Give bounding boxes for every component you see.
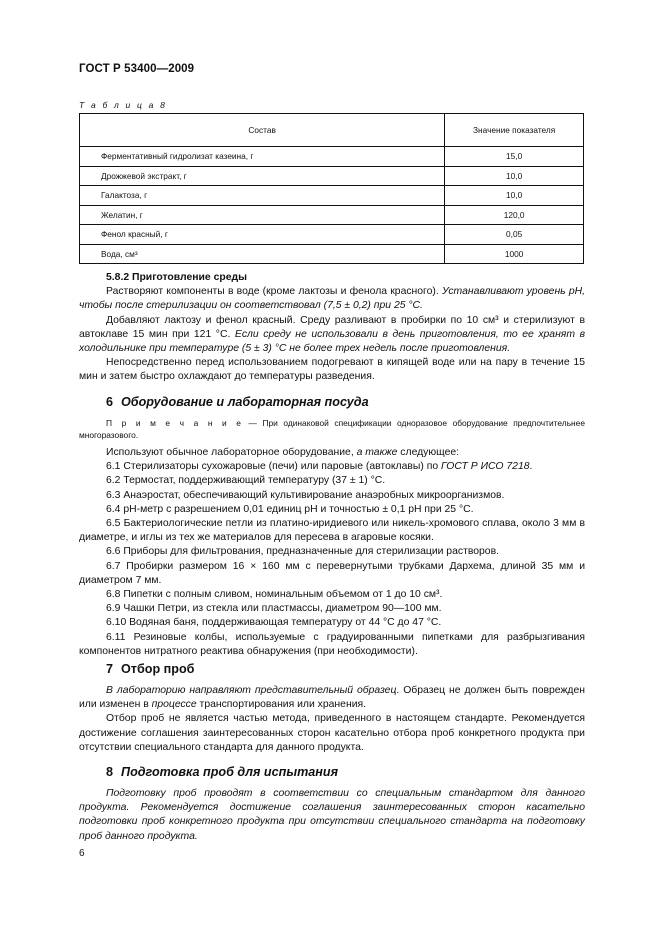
row-name: Желатин, г	[80, 205, 445, 225]
row-value: 10,0	[445, 186, 584, 206]
text-run-italic: В лабораторию направляют представительный образец	[106, 685, 397, 696]
text-run-italic: а также	[356, 447, 398, 458]
list-item: 6.6 Приборы для фильтрования, предназначенные для стерилизации растворов.	[106, 546, 499, 558]
text-run: Добавляют лактозу и фенол красный. Среду разливают в пробирки по 10 см³ и стерилизуют в автоклаве 15 мин при 121 °С.	[79, 314, 585, 340]
paragraph: Отбор проб не является частью метода, приведенного в настоящем стандарте. Рекомендуется достижение соглашения заинтересованных сторон касательно отбора проб конкретного продукта при отсутствии специального стандарта для данного продукта.	[79, 713, 585, 753]
section-title: Подготовка проб для испытания	[121, 765, 338, 779]
subsection-title: 5.8.2 Приготовление среды	[106, 272, 247, 283]
row-name: Ферментативный гидролизат казеина, г	[80, 147, 445, 167]
section-6-heading	[106, 395, 369, 409]
text-run: транспортирования или хранения.	[196, 699, 367, 711]
list-item: 6.7 Пробирки размером 16 × 160 мм с перевернутыми трубками Дархема, длиной 35 мм и диаметром 7 мм.	[79, 560, 585, 586]
row-value: 0,05	[445, 225, 584, 245]
row-name: Дрожжевой экстракт, г	[80, 166, 445, 186]
list-item: 6.8 Пипетки с полным сливом, номинальным объемом от 1 до 10 см³.	[106, 589, 443, 601]
text-run: Используют обычное лабораторное оборудование,	[106, 447, 357, 458]
row-name: Галактоза, г	[80, 186, 445, 206]
text-run-italic: процессе	[151, 699, 197, 711]
composition-table	[79, 113, 584, 264]
table-caption: Т а б л и ц а 8	[79, 100, 168, 110]
standard-reference: ГОСТ Р ИСО 7218	[441, 461, 530, 473]
note	[79, 417, 585, 441]
list-item: 6.9 Чашки Петри, из стекла или пластмассы, диаметром 90—100 мм.	[106, 603, 442, 615]
row-value: 120,0	[445, 205, 584, 225]
document-header: ГОСТ Р 53400—2009	[79, 63, 195, 75]
list-item: 6.4 рН-метр с разрешением 0,01 единиц рН и точностью ± 0,1 рН при 25 °С.	[106, 503, 474, 515]
page-number: 6	[79, 848, 85, 859]
paragraph: Подготовку проб проводят в соответствии со специальным стандартом для данного продукта. Рекомендуется достижение соглашения заинтересованных сторон касательно подготовки проб конкретного продукта при отсутствии специального стандарта на подготовку проб данного продукта.	[79, 788, 585, 842]
section-number: 7	[106, 662, 114, 676]
list-item: 6.10 Водяная баня, поддерживающая температуру от 44 °С до 47 °С.	[106, 617, 442, 629]
paragraph	[79, 314, 585, 357]
row-name: Фенол красный, г	[80, 225, 445, 245]
paragraph: Непосредственно перед использованием подогревают в кипящей воде или на пару в течение 15 мин и затем быстро охлаждают до температуры разведения.	[79, 357, 585, 383]
text-run-italic: Устанавливают уровень рН, чтобы после стерилизации он соответствовал (7,5 ± 0,2) при 25 °С.	[79, 286, 585, 312]
list-item: 6.3 Анаэростат, обеспечивающий культивирование анаэробных микроорганизмов.	[106, 489, 505, 501]
section-8-body	[79, 787, 585, 844]
table-row	[80, 225, 584, 245]
column-header-value: Значение показателя	[445, 114, 584, 147]
table-row	[80, 244, 584, 264]
text-run: . Образец не должен быть поврежден или изменен в	[79, 685, 585, 711]
text-run: 6.1 Стерилизаторы сухожаровые (печи) или паровые (автоклавы) по	[106, 461, 441, 473]
column-header-composition: Состав	[80, 114, 445, 147]
row-value: 15,0	[445, 147, 584, 167]
section-number: 6	[106, 395, 114, 409]
section-7-heading	[106, 662, 194, 676]
table-row	[80, 147, 584, 167]
paragraph	[79, 684, 585, 712]
text-run-italic: Если среду не использовали в день приготовления, то ее хранят в холодильнике при температуре (5 ± 3) °С не более трех недель после приготовления.	[79, 328, 585, 355]
section-title: Оборудование и лабораторная посуда	[121, 395, 369, 409]
section-8-heading	[106, 765, 338, 779]
text-run: следующее:	[397, 447, 460, 458]
table-header-row	[80, 114, 584, 147]
text-run: Растворяют компоненты в воде (кроме лактозы и фенола красного).	[106, 286, 442, 298]
list-item	[79, 460, 585, 474]
table-row	[80, 186, 584, 206]
note-label: П р и м е ч а н и е	[106, 418, 243, 428]
section-title: Отбор проб	[121, 662, 195, 676]
row-name: Вода, см³	[80, 244, 445, 264]
list-item: 6.5 Бактериологические петли из платино-иридиевого или никель-хромового сплава, около 3 мм в диаметре, и иглы из тех же материалов для пересева в агаровые косяки.	[79, 518, 585, 544]
table-row	[80, 205, 584, 225]
section-6-body	[79, 446, 585, 659]
table-row	[80, 166, 584, 186]
paragraph	[79, 446, 585, 460]
paragraph	[79, 285, 585, 313]
section-5-8-2	[79, 271, 585, 385]
section-7-body	[79, 684, 585, 755]
text-run: .	[529, 461, 533, 473]
row-value: 10,0	[445, 166, 584, 186]
section-number: 8	[106, 765, 114, 779]
list-item: 6.2 Термостат, поддерживающий температуру (37 ± 1) °С.	[106, 475, 386, 487]
row-value: 1000	[445, 244, 584, 264]
note-text: — При одинаковой спецификации одноразовое оборудование предпочтительнее многоразового.	[79, 418, 585, 440]
list-item: 6.11 Резиновые колбы, используемые с градуированными пипетками для разбрызгивания компонентов нитратного реактива обнаружения (при необходимости).	[79, 631, 585, 657]
